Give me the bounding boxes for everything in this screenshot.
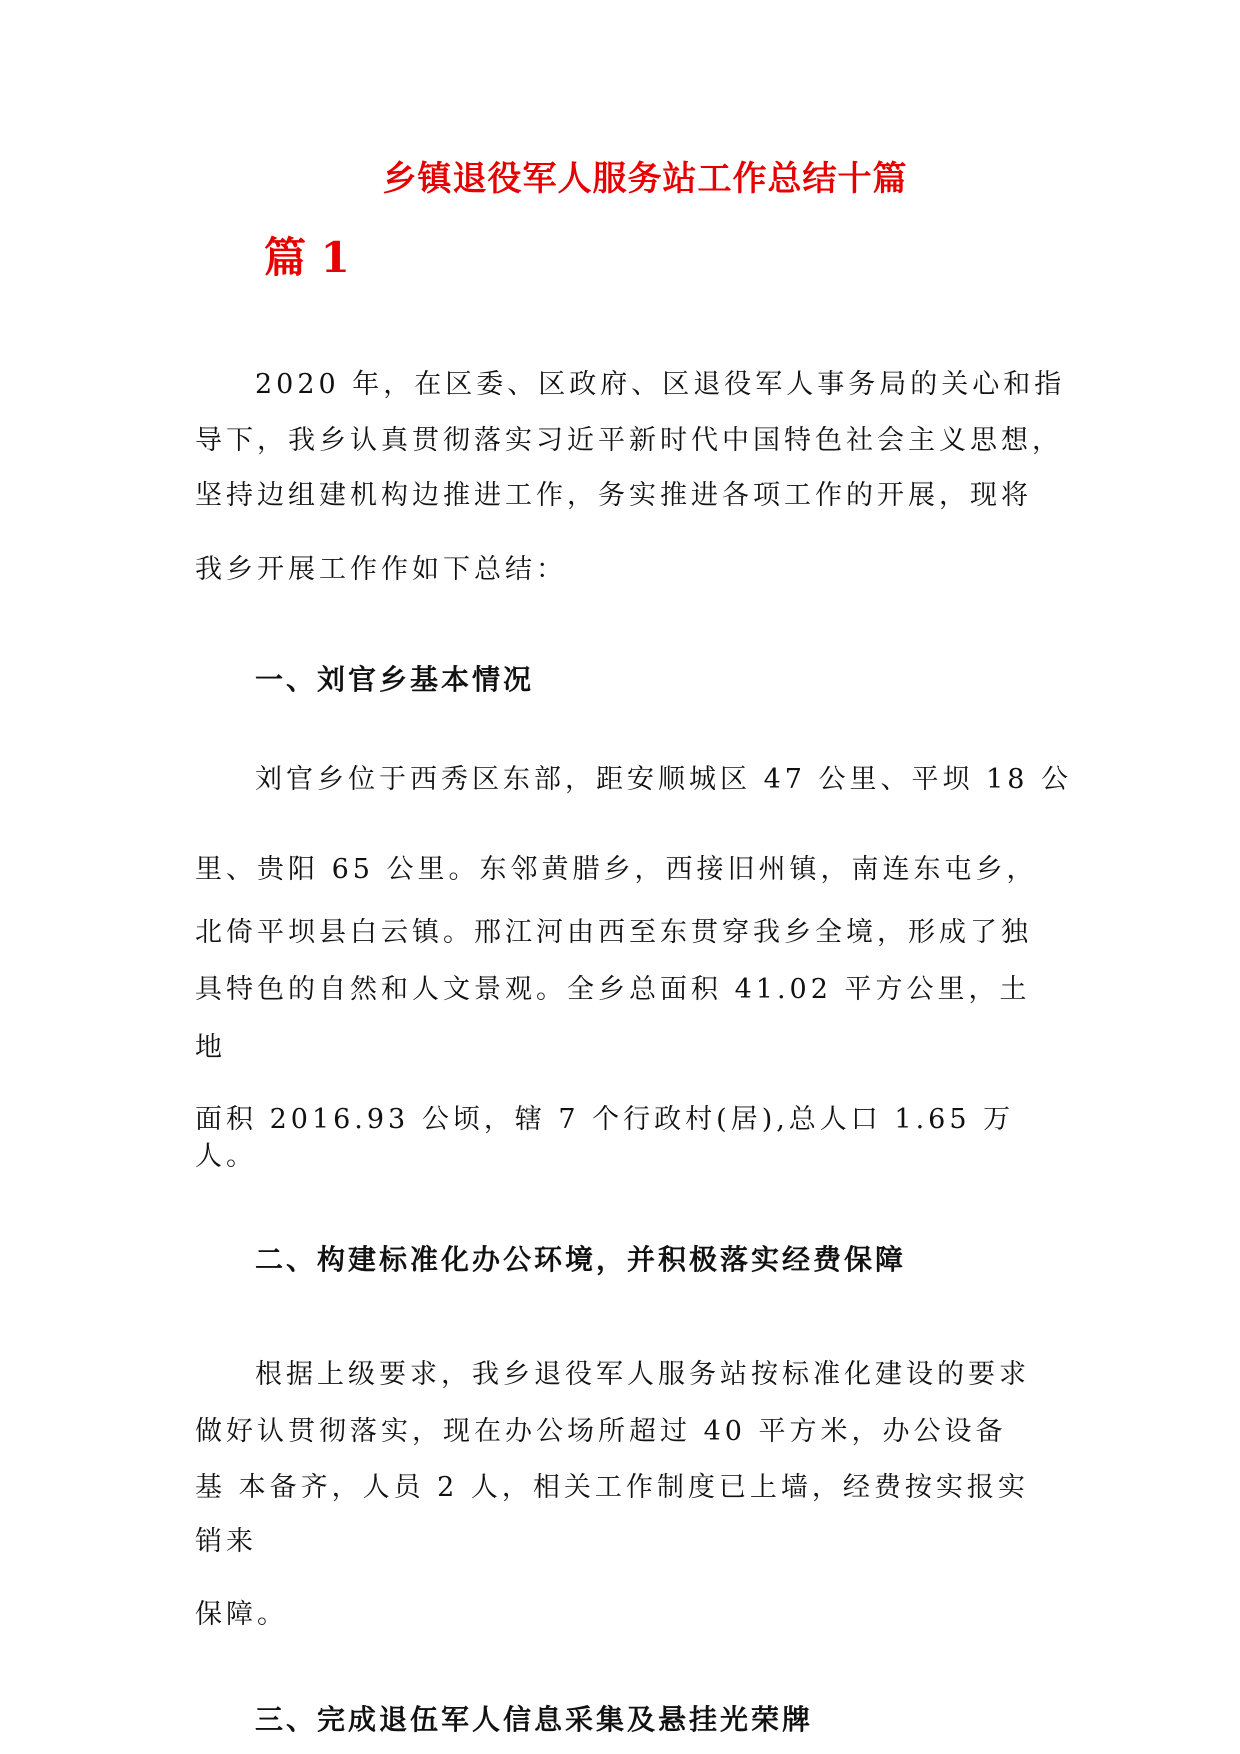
section1-line: 具特色的自然和人文景观。全乡总面积 41.02 平方公里，土 <box>195 974 1031 1005</box>
section-heading-2: 二、构建标准化办公环境，并积极落实经费保障 <box>255 1243 907 1276</box>
section1-line: 人。 <box>195 1141 257 1172</box>
section1-line: 里、贵阳 65 公里。东邻黄腊乡，西接旧州镇，南连东屯乡， <box>195 854 1038 885</box>
intro-line: 我乡开展工作作如下总结： <box>195 554 567 585</box>
section-heading-3: 三、完成退伍军人信息采集及悬挂光荣牌 <box>255 1703 814 1736</box>
section1-line: 面积 2016.93 公顷，辖 7 个行政村(居),总人口 1.65 万 <box>195 1104 1015 1135</box>
intro-line: 导下，我乡认真贯彻落实习近平新时代中国特色社会主义思想， <box>195 425 1063 456</box>
intro-line: 2020 年，在区委、区政府、区退役军人事务局的关心和指 <box>255 369 1066 400</box>
section2-line: 销来 <box>195 1526 257 1557</box>
document-title: 乡镇退役军人服务站工作总结十篇 <box>382 159 908 199</box>
section2-line: 根据上级要求，我乡退役军人服务站按标准化建设的要求 <box>255 1359 1030 1390</box>
section1-line: 地 <box>195 1032 226 1063</box>
section1-line: 刘官乡位于西秀区东部，距安顺城区 47 公里、平坝 18 公 <box>255 764 1073 795</box>
section2-line: 基 本备齐，人员 2 人，相关工作制度已上墙，经费按实报实 <box>195 1472 1029 1503</box>
section1-line: 北倚平坝县白云镇。邢江河由西至东贯穿我乡全境，形成了独 <box>195 917 1032 948</box>
section-heading-1: 一、刘官乡基本情况 <box>255 663 535 696</box>
intro-line: 坚持边组建机构边推进工作，务实推进各项工作的开展，现将 <box>195 480 1032 511</box>
section2-line: 保障。 <box>195 1599 288 1630</box>
section2-line: 做好认贯彻落实，现在办公场所超过 40 平方米，办公设备 <box>195 1416 1007 1447</box>
chapter-label: 篇 1 <box>264 233 350 282</box>
